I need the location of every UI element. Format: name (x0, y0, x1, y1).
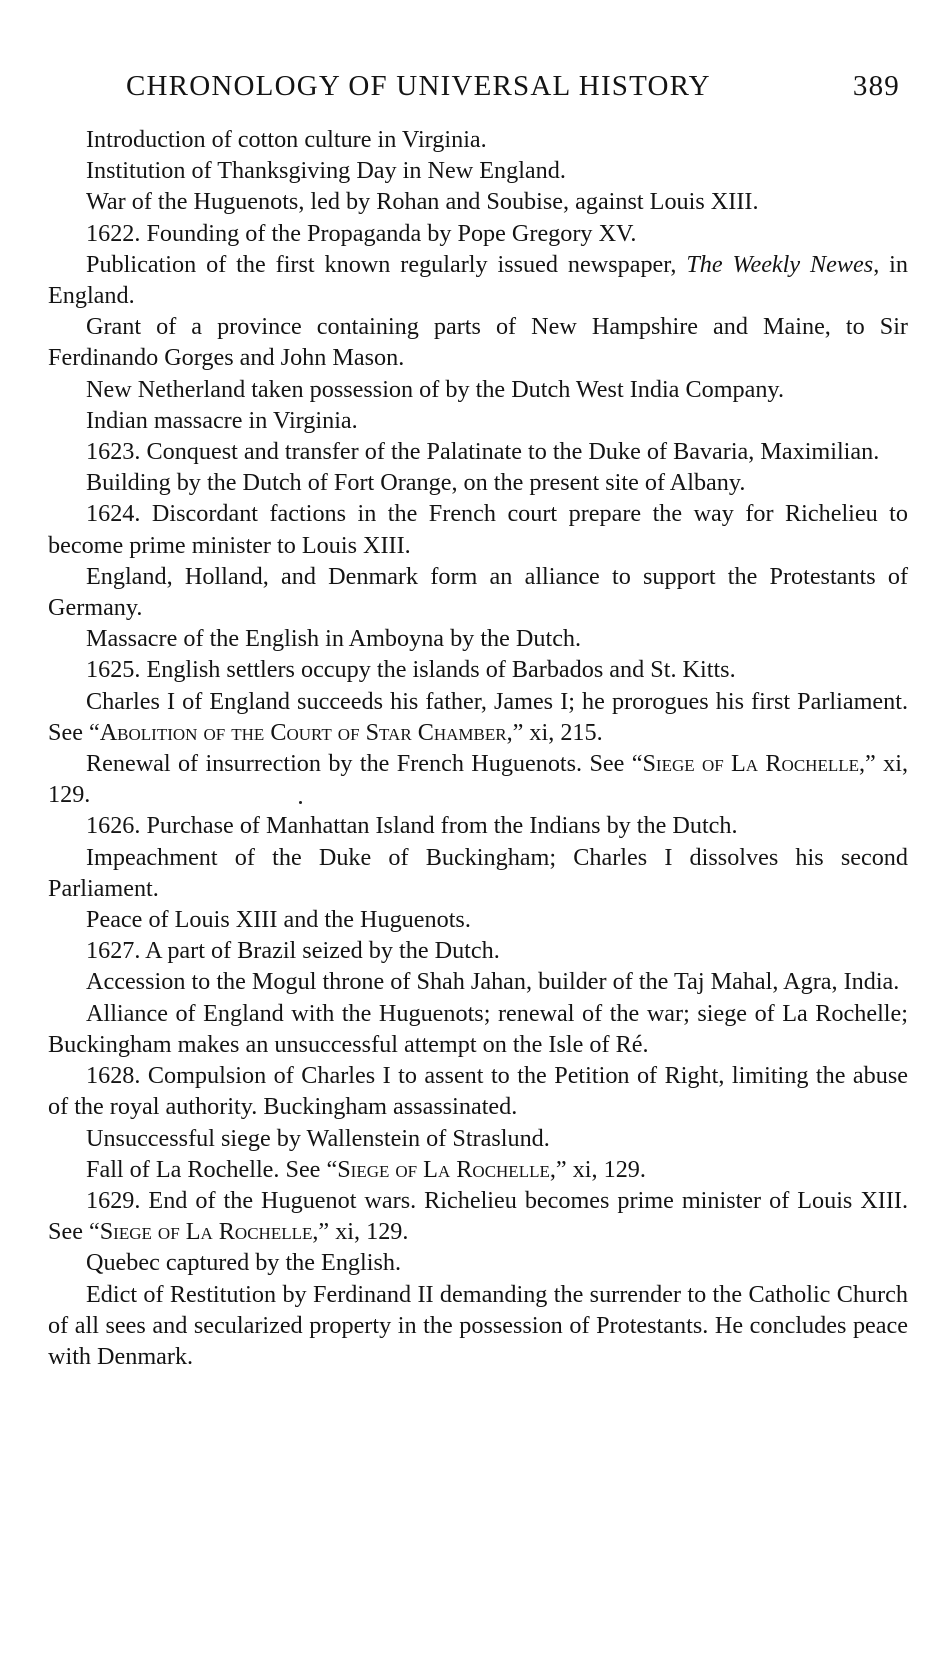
chronology-entry (48, 498, 908, 560)
entry-text: Accession to the Mogul throne of Shah Jahan, builder of the Taj Mahal, Agra, India. (86, 968, 900, 996)
chronology-entry (48, 436, 908, 467)
chronology-entry (48, 998, 908, 1060)
entry-text: Indian massacre in Virginia. (86, 406, 358, 434)
entry-text: Impeachment of the Duke of Buckingham; Charles I dissolves his second Parliament. (48, 843, 908, 902)
entry-year: 1629. (86, 1186, 141, 1214)
chronology-entry (48, 561, 908, 623)
chronology-entry (48, 467, 908, 498)
running-head-title: CHRONOLOGY OF UNIVERSAL HISTORY (126, 70, 711, 102)
entry-text: Alliance of England with the Huguenots; renewal of the war; siege of La Rochelle; Buckingham makes an unsuccessful attempt on the Isle of Ré. (48, 999, 908, 1058)
chronology-entry (48, 810, 908, 841)
chronology-entry (48, 374, 908, 405)
entry-text: End of the Huguenot wars. Richelieu becomes prime minister of Louis XIII. See “ (48, 1186, 909, 1246)
entry-year: 1622. (86, 219, 141, 247)
chronology-entry (48, 311, 908, 373)
cross-reference-title: Siege of La Rochelle, (99, 1218, 319, 1246)
chronology-entry (48, 155, 908, 186)
entry-text: England, Holland, and Denmark form an alliance to support the Protestants of Germany. (48, 562, 908, 622)
print-speck (299, 801, 302, 804)
entry-text: Massacre of the English in Amboyna by the Dutch. (86, 625, 582, 653)
entry-text-tail: ” xi, 129. (318, 1218, 409, 1246)
entry-text: Founding of the Propaganda by Pope Gregory XV. (146, 219, 637, 247)
chronology-entry (48, 1123, 908, 1154)
entry-text: Discordant factions in the French court prepare the way for Richelieu to become prime minister to Louis XIII. (48, 500, 908, 559)
entry-text: Charles I of England succeeds his father, James I; he prorogues his first Parliament. See “ (48, 687, 908, 746)
chronology-entry (48, 249, 908, 311)
chronology-entry (48, 1154, 908, 1185)
chronology-entry (48, 1247, 908, 1278)
newspaper-title: The Weekly Newes (686, 250, 874, 278)
cross-reference-title: Siege of La Rochelle, (642, 750, 866, 778)
chronology-entry (48, 686, 908, 748)
chronology-entry (48, 904, 908, 935)
chronology-entry (48, 405, 908, 436)
entry-text: Publication of the first known regularly issued newspaper, (86, 250, 687, 278)
chronology-entry (48, 124, 908, 155)
entry-text: Quebec captured by the English. (86, 1249, 402, 1277)
entry-text-tail: ” xi, 129. (48, 750, 908, 809)
cross-reference-title: Abolition of the Court of Star Chamber, (99, 718, 513, 746)
chronology-entry (48, 1185, 908, 1247)
page-number: 389 (852, 70, 900, 102)
entry-text-tail: ” xi, 215. (512, 718, 603, 746)
entry-text-tail: ” xi, 129. (555, 1155, 646, 1183)
chronology-entry (48, 842, 908, 904)
running-head (48, 70, 908, 114)
entry-text-tail: , in England. (48, 250, 908, 310)
entry-text: Conquest and transfer of the Palatinate to the Duke of Bavaria, Maximilian. (146, 438, 880, 466)
entry-text: Purchase of Manhattan Island from the Indians by the Dutch. (146, 812, 738, 840)
chronology-entry (48, 935, 908, 966)
entry-text: Fall of La Rochelle. See “ (86, 1155, 338, 1183)
entry-text: Peace of Louis XIII and the Huguenots. (86, 906, 471, 934)
entry-year: 1623. (86, 438, 141, 466)
chronology-entry (48, 654, 908, 685)
cross-reference-title: Siege of La Rochelle, (337, 1155, 556, 1183)
chronology-entry (48, 186, 908, 217)
entry-text: Institution of Thanksgiving Day in New England. (86, 157, 566, 185)
chronology-entry (48, 1279, 908, 1373)
entry-text: Compulsion of Charles I to assent to the Petition of Right, limiting the abuse of the royal authority. Buckingham assassinated. (48, 1062, 909, 1121)
chronology-entries (48, 124, 908, 1372)
chronology-entry (48, 748, 908, 810)
entry-text: New Netherland taken possession of by the Dutch West India Company. (86, 375, 784, 403)
entry-text: Grant of a province containing parts of New Hampshire and Maine, to Sir Ferdinando Gorges and John Mason. (48, 313, 908, 372)
chronology-entry (48, 966, 908, 997)
entry-text: War of the Huguenots, led by Rohan and Soubise, against Louis XIII. (86, 188, 759, 216)
entry-text: A part of Brazil seized by the Dutch. (145, 937, 500, 965)
chronology-entry (48, 218, 908, 249)
entry-year: 1625. (86, 656, 141, 684)
entry-text: Building by the Dutch of Fort Orange, on the present site of Albany. (86, 469, 746, 497)
page (48, 70, 908, 1372)
entry-year: 1624. (86, 500, 141, 528)
chronology-entry (48, 1060, 908, 1122)
chronology-entry (48, 623, 908, 654)
entry-text: English settlers occupy the islands of Barbados and St. Kitts. (146, 656, 736, 684)
entry-year: 1626. (86, 812, 141, 840)
entry-text: Unsuccessful siege by Wallenstein of Straslund. (86, 1124, 550, 1152)
entry-text: Edict of Restitution by Ferdinand II demanding the surrender to the Catholic Church of all sees and secularized property in the possession of Protestants. He concludes peace with Denmark. (48, 1280, 908, 1370)
entry-text: Renewal of insurrection by the French Huguenots. See “ (86, 750, 643, 778)
entry-year: 1628. (86, 1062, 141, 1090)
entry-text: Introduction of cotton culture in Virginia. (86, 126, 487, 153)
entry-year: 1627. (86, 937, 141, 965)
